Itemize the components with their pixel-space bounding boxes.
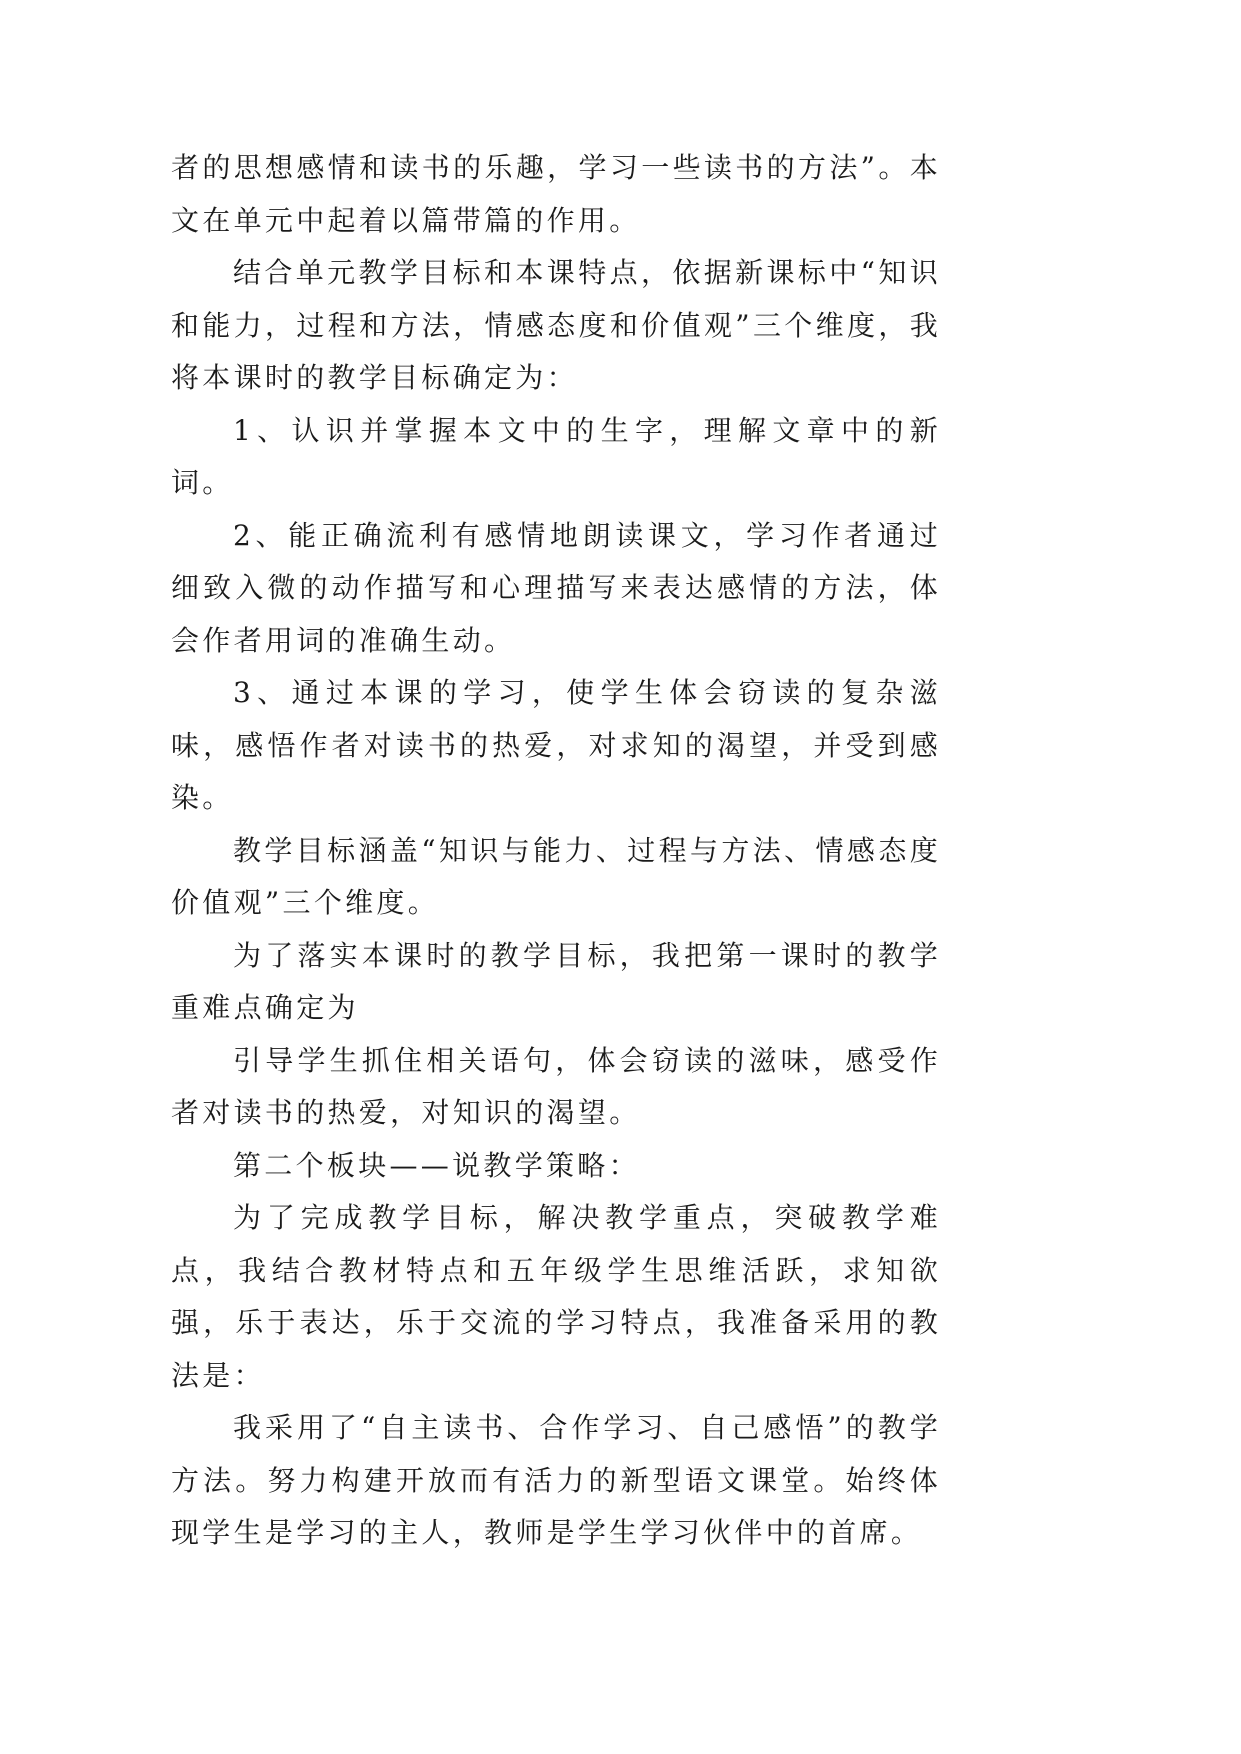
paragraph-objective-3: 3、通过本课的学习，使学生体会窃读的复杂滋味，感悟作者对读书的热爱，对求知的渴望，并受到感染。 [171, 676, 941, 814]
paragraph-key-points-intro: 为了落实本课时的教学目标，我把第一课时的教学重难点确定为 [171, 938, 941, 1024]
paragraph-key-points: 引导学生抓住相关语句，体会窃读的滋味，感受作者对读书的热爱，对知识的渴望。 [171, 1043, 941, 1129]
paragraph-objective-1: 1、认识并掌握本文中的生字，理解文章中的新词。 [171, 413, 941, 499]
paragraph-strategy-intro: 为了完成教学目标，解决教学重点，突破教学难点，我结合教材特点和五年级学生思维活跃，求知欲强，乐于表达，乐于交流的学习特点，我准备采用的教法是： [171, 1201, 941, 1392]
section-heading-strategy: 第二个板块——说教学策略： [233, 1148, 640, 1182]
paragraph-objectives-intro: 结合单元教学目标和本课特点，依据新课标中“知识和能力，过程和方法，情感态度和价值观”三个维度，我将本课时的教学目标确定为： [171, 256, 941, 394]
document-body [171, 142, 941, 1560]
paragraph-teaching-method: 我采用了“自主读书、合作学习、自己感悟”的教学方法。努力构建开放而有活力的新型语文课堂。始终体现学生是学习的主人，教师是学生学习伙伴中的首席。 [171, 1411, 941, 1549]
paragraph-objective-2: 2、能正确流利有感情地朗读课文，学习作者通过细致入微的动作描写和心理描写来表达感情的方法，体会作者用词的准确生动。 [171, 518, 941, 657]
paragraph-objectives-summary: 教学目标涵盖“知识与能力、过程与方法、情感态度价值观”三个维度。 [171, 833, 941, 919]
paragraph-continuation: 者的思想感情和读书的乐趣，学习一些读书的方法”。本文在单元中起着以篇带篇的作用。 [171, 151, 941, 237]
